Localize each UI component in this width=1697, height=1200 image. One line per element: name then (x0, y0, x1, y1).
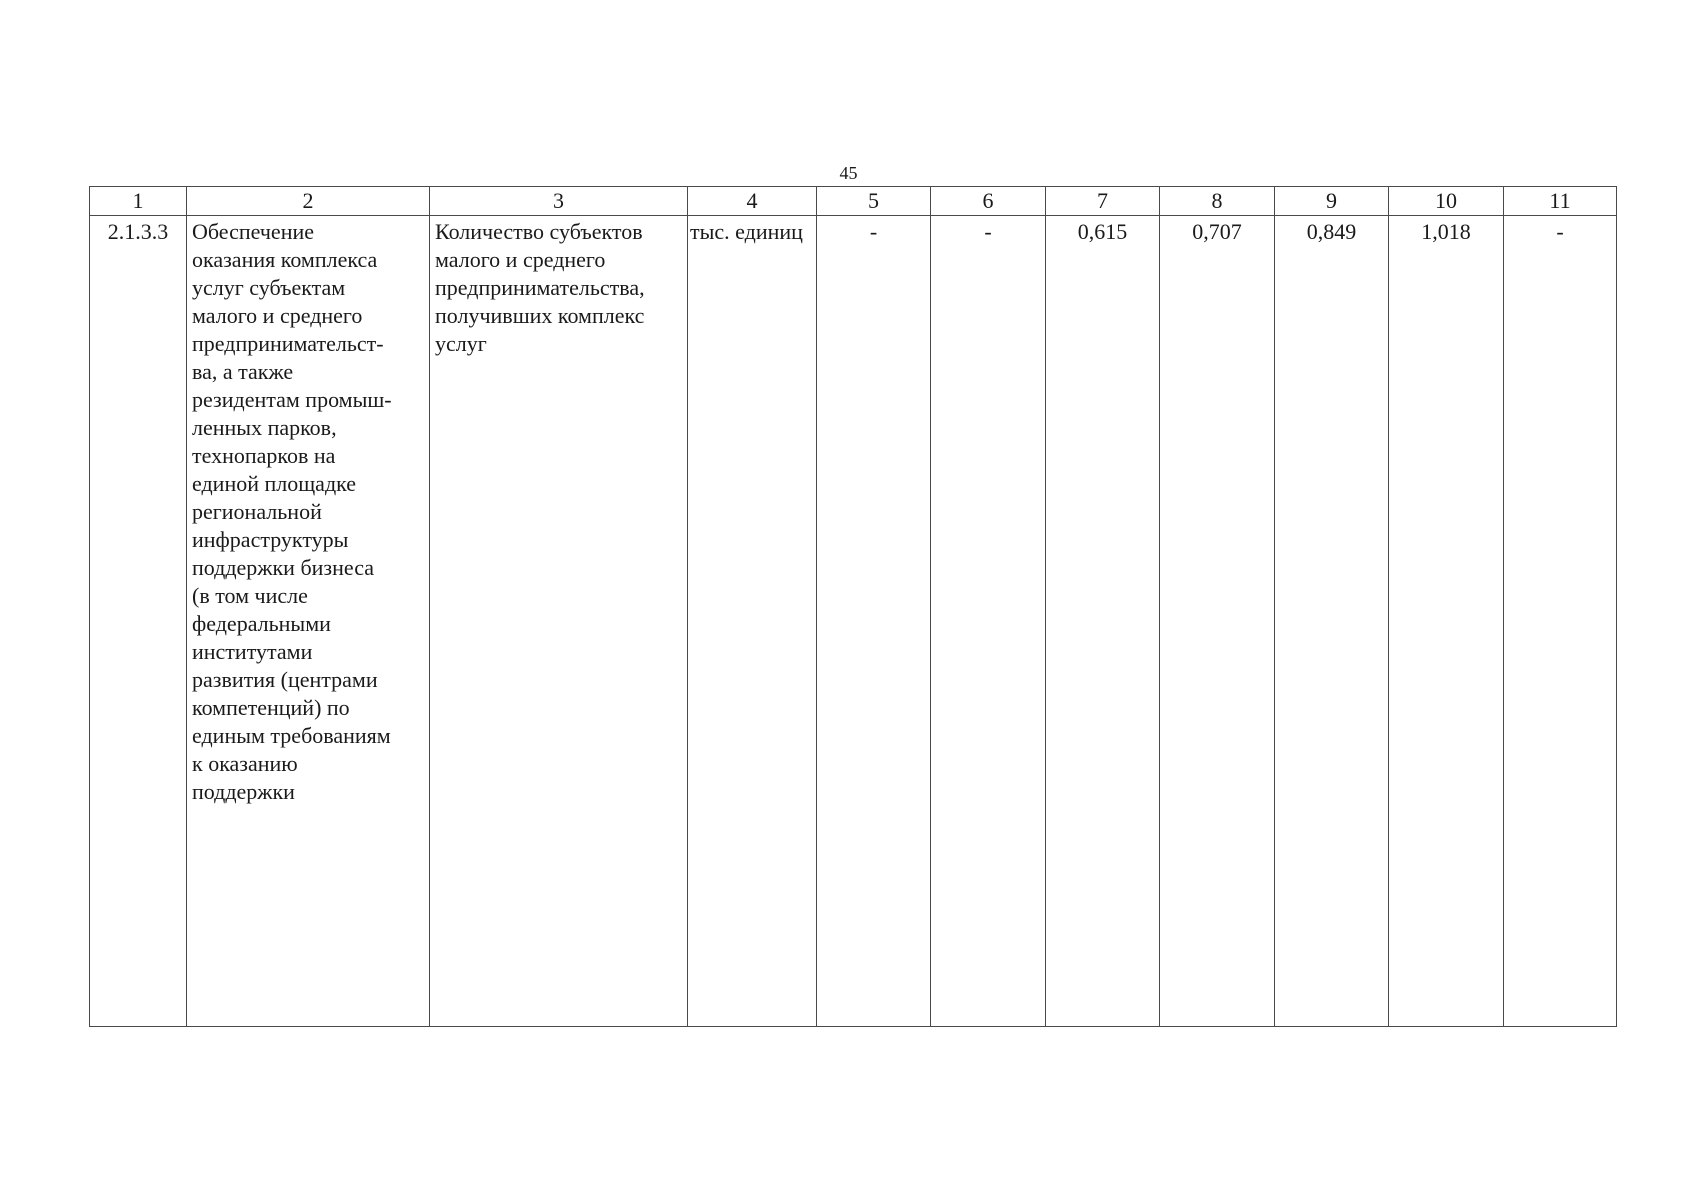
row-col6-cell (931, 216, 1046, 1027)
header-cell-5: 5 (817, 187, 931, 216)
row-col6-value: - (984, 219, 992, 244)
row-unit-text: тыс. единиц (690, 219, 803, 244)
row-indicator-cell (430, 216, 688, 1027)
header-cell-4: 4 (688, 187, 817, 216)
header-cell-10: 10 (1389, 187, 1504, 216)
row-col10-value: 1,018 (1421, 219, 1471, 244)
header-cell-6: 6 (931, 187, 1046, 216)
row-col5-value: - (869, 219, 878, 244)
row-col8-value: 0,707 (1192, 219, 1242, 244)
row-col5-cell (817, 216, 931, 1027)
header-cell-9: 9 (1275, 187, 1389, 216)
header-cell-2: 2 (187, 187, 430, 216)
row-code-cell (90, 216, 187, 1027)
row-indicator-text: Количество субъектов малого и среднего предпринимательства, получивших комплекс услуг (435, 219, 645, 356)
header-cell-11: 11 (1504, 187, 1617, 216)
header-cell-8: 8 (1160, 187, 1275, 216)
header-cell-7: 7 (1046, 187, 1160, 216)
row-col10-cell (1389, 216, 1504, 1027)
table-header-row (90, 187, 1617, 216)
row-col11-value: - (1556, 219, 1564, 244)
row-col9-value: 0,849 (1306, 219, 1357, 244)
row-col9-cell (1275, 216, 1389, 1027)
header-cell-1: 1 (90, 187, 187, 216)
row-event-cell (187, 216, 430, 1027)
row-col8-cell (1160, 216, 1275, 1027)
row-col7-cell (1046, 216, 1160, 1027)
row-col11-cell (1504, 216, 1617, 1027)
row-unit-cell (688, 216, 817, 1027)
header-cell-3: 3 (430, 187, 688, 216)
table-row (90, 216, 1617, 1027)
indicator-table (89, 186, 1617, 1027)
row-event-text: Обеспечение оказания комплекса услуг субъектам малого и среднего предпринимательст- ва, а также резидентам промыш- ленных парков, технопарков на единой площадке региональной инфраструктуры поддержки бизнеса (в том числе федеральными институтами развития (центрами компетенций) по единым требованиям к оказанию поддержки (192, 219, 392, 804)
page-number: 45 (839, 163, 858, 183)
row-code: 2.1.3.3 (107, 219, 169, 244)
row-col7-value: 0,615 (1077, 219, 1128, 244)
